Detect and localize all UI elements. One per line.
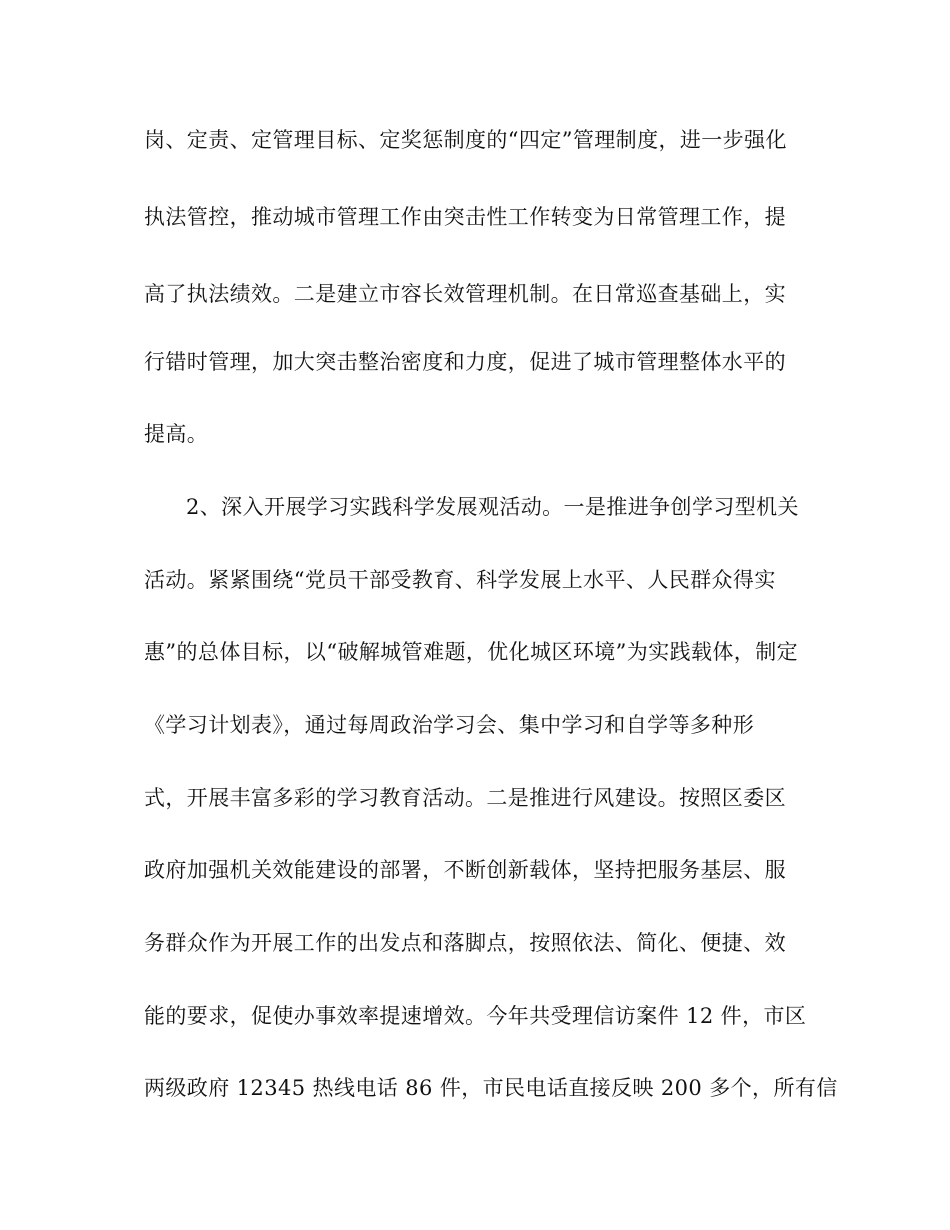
text-line: 务群众作为开展工作的出发点和落脚点，按照依法、简化、便捷、效 — [144, 931, 786, 955]
text-line: 执法管控，推动城市管理工作由突击性工作转变为日常管理工作，提 — [144, 205, 786, 229]
text-line: 2、深入开展学习实践科学发展观活动。一是推进争创学习型机关 — [186, 495, 799, 519]
text-line: 高了执法绩效。二是建立市容长效管理机制。在日常巡查基础上，实 — [144, 282, 786, 306]
text-line: 提高。 — [144, 422, 209, 446]
text-line: 两级政府 12345 热线电话 86 件，市民电话直接反映 200 多个，所有信 — [144, 1076, 838, 1100]
text-line: 惠”的总体目标，以“破解城管难题，优化城区环境”为实践载体，制定 — [144, 640, 799, 664]
text-line: 政府加强机关效能建设的部署，不断创新载体，坚持把服务基层、服 — [144, 858, 786, 882]
text-line: 活动。紧紧围绕“党员干部受教育、科学发展上水平、人民群众得实 — [144, 568, 776, 592]
text-line: 《学习计划表》，通过每周政治学习会、集中学习和自学等多种形 — [144, 713, 755, 737]
text-line: 岗、定责、定管理目标、定奖惩制度的“四定”管理制度，进一步强化 — [144, 128, 787, 152]
text-line: 行错时管理，加大突击整治密度和力度，促进了城市管理整体水平的 — [144, 350, 786, 374]
text-line: 式，开展丰富多彩的学习教育活动。二是推进行风建设。按照区委区 — [144, 786, 786, 810]
text-line: 能的要求，促使办事效率提速增效。今年共受理信访案件 12 件，市区 — [144, 1004, 807, 1028]
